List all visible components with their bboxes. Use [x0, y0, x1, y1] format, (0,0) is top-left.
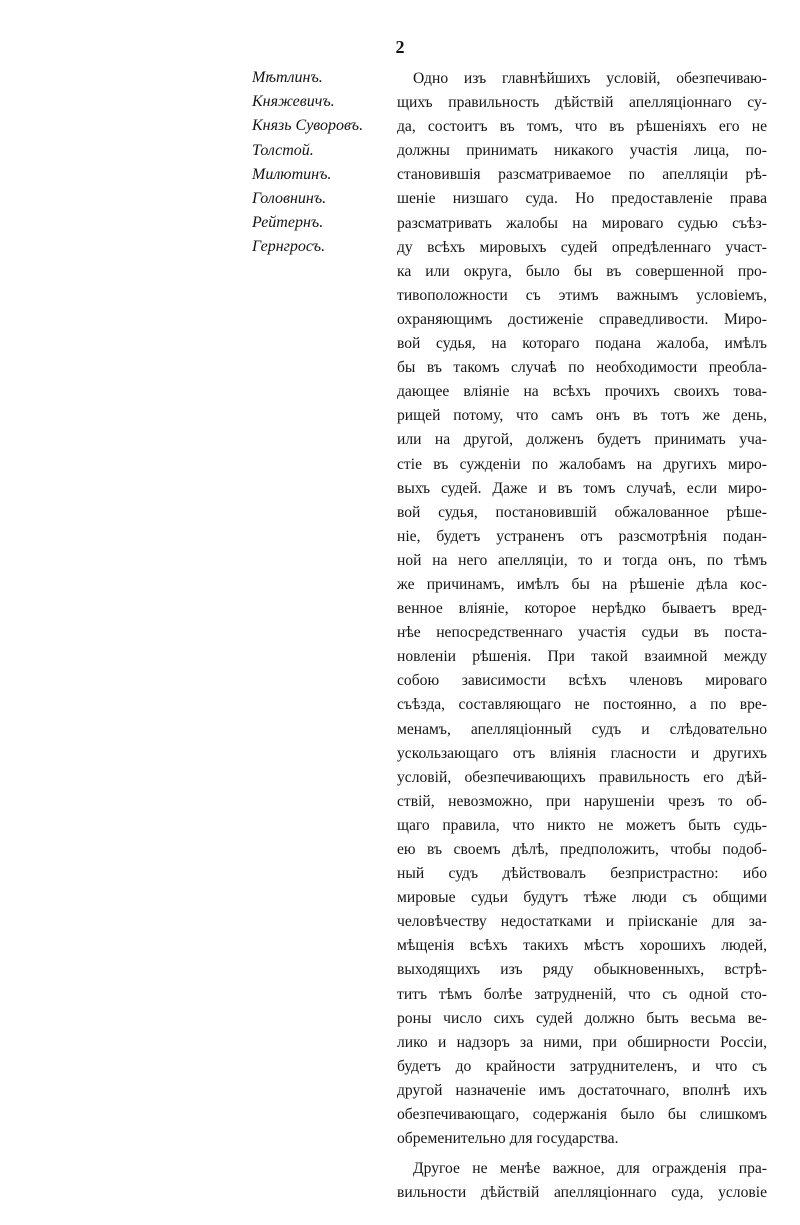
text-line: щаго правила, что никто не можетъ быть судь-	[397, 816, 767, 834]
text-line: ніе, будетъ устраненъ отъ разсмотрѣнія подан-	[397, 527, 767, 545]
paragraph	[397, 1157, 767, 1205]
signatory-name: Князь Суворовъ.	[252, 117, 364, 135]
text-line: щихъ правильность дѣйствій апелляціоннаго су-	[397, 94, 767, 112]
text-line: же причинамъ, имѣлъ бы на рѣшеніе дѣла кос-	[397, 575, 767, 593]
text-line: становившія разсматриваемое по апелляціи рѣ-	[397, 166, 767, 184]
text-line: лико и надзоръ за ними, при обширности Россіи,	[397, 1033, 767, 1051]
signatory-name: Княжевичъ.	[252, 93, 335, 111]
text-line: Одно изъ главнѣйшихъ условій, обезпечиваю-	[413, 70, 767, 87]
text-line: роны число сихъ судей должно быть весьма ве-	[397, 1009, 767, 1027]
signatory-name: Рейтернъ.	[252, 214, 324, 232]
text-line: другой назначеніе имъ достаточнаго, вполнѣ ихъ	[397, 1081, 767, 1099]
text-line: менамъ, апелляціонный судъ и слѣдовательно	[397, 720, 767, 738]
text-line: условій, обезпечивающихъ правильность его дѣй-	[397, 768, 767, 786]
text-line: ной на него апелляціи, то и тогда онъ, по тѣмъ	[397, 551, 767, 569]
text-line: обременительно для государства.	[397, 1130, 619, 1148]
text-line: обезпечивающаго, содержанія было бы слишкомъ	[397, 1106, 767, 1124]
text-line: ускользающаго отъ вліянія гласности и другихъ	[397, 744, 767, 762]
text-line: дающее вліяніе на всѣхъ прочихъ своихъ това-	[397, 383, 767, 401]
text-line: мировые судьи будутъ тѣже люди съ общими	[397, 889, 767, 907]
text-line: или на другой, долженъ будетъ принимать уча-	[397, 431, 767, 449]
signatory-name: Головнинъ.	[252, 190, 327, 208]
text-line: ка или округа, было бы въ совершенной про-	[397, 262, 767, 280]
text-line: должны принимать никакого участія лица, по-	[397, 142, 767, 160]
signatory-name: Милютинъ.	[252, 165, 332, 183]
body-text	[397, 67, 767, 1205]
text-line: мѣщенія всѣхъ такихъ мѣстъ хорошихъ людей,	[397, 937, 767, 955]
signatory-name: Мѣтлинъ.	[252, 69, 323, 86]
text-line: выхъ судей. Даже и въ томъ случаѣ, если миро-	[397, 479, 767, 497]
text-line: разсматривать жалобы на мироваго судью съѣз-	[397, 214, 767, 232]
text-line: титъ тѣмъ болѣе затрудненій, что съ одной сто-	[397, 985, 767, 1003]
signatories-list	[252, 66, 392, 260]
text-line: охраняющимъ достиженіе справедливости. Миро-	[397, 310, 767, 328]
text-line: выходящихъ изъ ряду обыкновенныхъ, встрѣ-	[397, 961, 767, 979]
text-line: шеніе низшаго суда. Но предоставленіе права	[397, 190, 767, 208]
signatory-name: Толстой.	[252, 141, 314, 159]
text-line: Другое не менѣе важное, для огражденія пра-	[413, 1160, 767, 1178]
text-line: ду всѣхъ мировыхъ судей опредѣленнаго участ-	[397, 238, 767, 256]
page-number: 2	[395, 37, 405, 57]
paragraph	[397, 67, 767, 1151]
text-line: новленіи рѣшенія. При такой взаимной между	[397, 648, 767, 666]
text-line: бы въ такомъ случаѣ по необходимости преобла-	[397, 359, 767, 377]
text-line: стіе въ сужденіи по жалобамъ на другихъ миро-	[397, 455, 767, 473]
text-line: нѣе непосредственнаго участія судьи въ поста-	[397, 624, 767, 642]
text-line: человѣчеству недостатками и пріисканіе для за-	[397, 913, 767, 931]
text-line: ствій, невозможно, при нарушеніи чрезъ то об-	[397, 792, 767, 810]
text-line: тивоположности съ этимъ важнымъ условіемъ,	[397, 286, 767, 304]
signatory-name: Гернгросъ.	[252, 238, 326, 256]
text-line: будетъ до крайности затруднителенъ, и что съ	[397, 1057, 767, 1075]
text-line: рищей потому, что самъ онъ въ тотъ же день,	[397, 407, 767, 425]
text-line: вильности дѣйствій апелляціоннаго суда, условіе	[397, 1184, 767, 1202]
text-line: ею въ своемъ дѣлѣ, предположить, чтобы подоб-	[397, 841, 767, 858]
text-line: венное вліяніе, которое нерѣдко бываетъ вред-	[397, 600, 767, 618]
text-line: собою зависимости всѣхъ членовъ мироваго	[397, 672, 767, 690]
text-line: вой судья, на котораго подана жалоба, имѣлъ	[397, 335, 767, 353]
text-line: ный судъ дѣйствовалъ безпристрастно: ибо	[397, 865, 767, 883]
text-line: вой судья, постановившій обжалованное рѣше-	[397, 503, 767, 521]
text-line: да, состоитъ въ томъ, что въ рѣшеніяхъ его не	[397, 118, 767, 136]
text-line: съѣзда, составляющаго не постоянно, а по вре-	[397, 696, 767, 714]
